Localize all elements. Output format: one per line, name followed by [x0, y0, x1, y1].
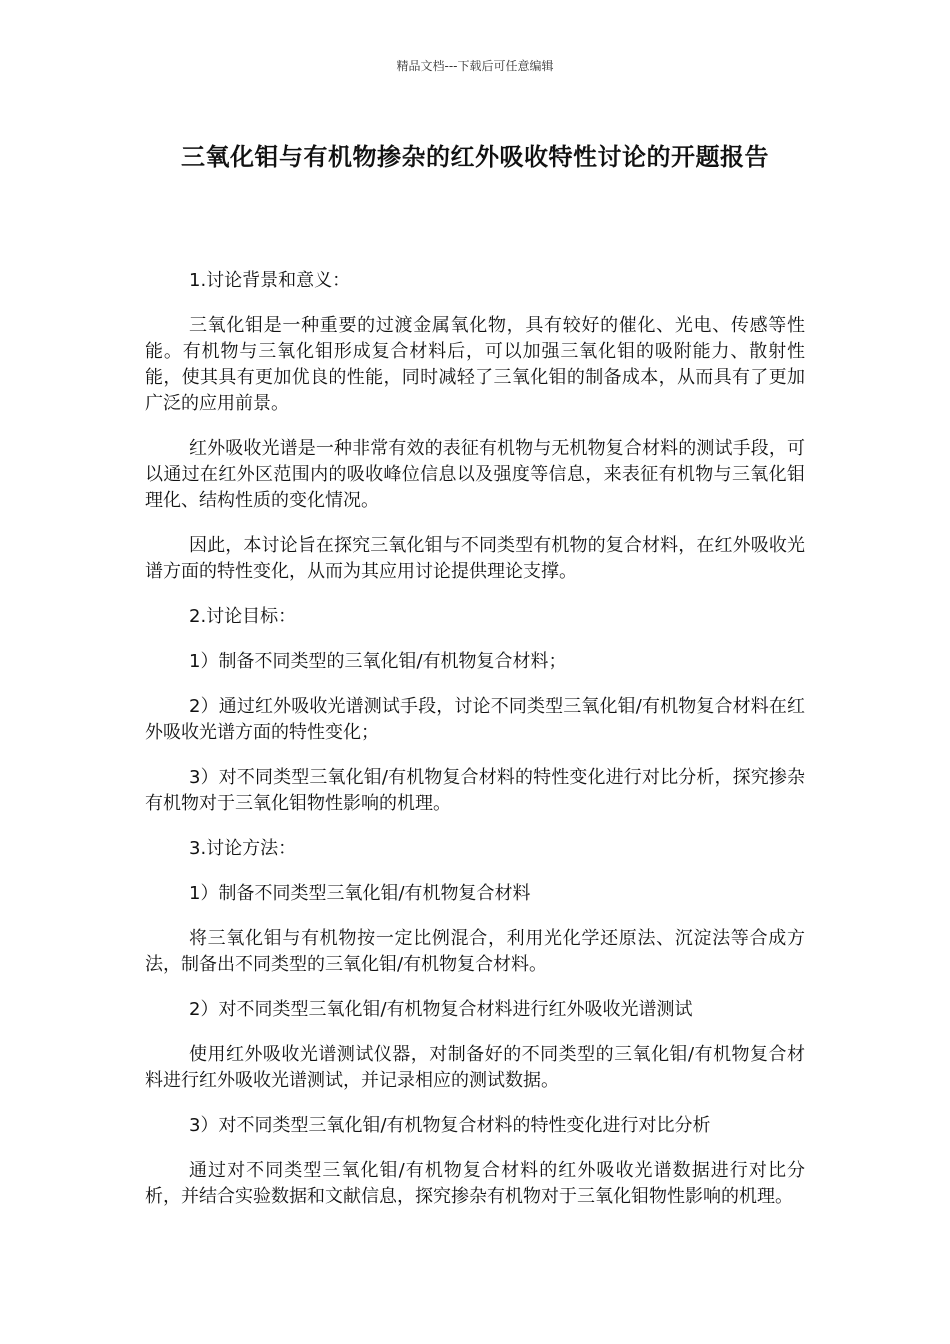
- section-heading-methods: 3.讨论方法：: [189, 838, 297, 859]
- paragraph: 使用红外吸收光谱测试仪器，对制备好的不同类型的三氧化钼/有机物复合材料进行红外吸收光谱测试，并记录相应的测试数据。: [145, 1044, 805, 1091]
- list-item: 1）制备不同类型三氧化钼/有机物复合材料: [189, 883, 531, 904]
- paragraph: 因此，本讨论旨在探究三氧化钼与不同类型有机物的复合材料，在红外吸收光谱方面的特性变化，从而为其应用讨论提供理论支撑。: [145, 535, 805, 582]
- paragraph: 红外吸收光谱是一种非常有效的表征有机物与无机物复合材料的测试手段，可以通过在红外区范围内的吸收峰位信息以及强度等信息，来表征有机物与三氧化钼理化、结构性质的变化情况。: [145, 438, 805, 511]
- document-body: [145, 268, 805, 1229]
- list-item: 3）对不同类型三氧化钼/有机物复合材料的特性变化进行对比分析，探究掺杂有机物对于三氧化钼物性影响的机理。: [145, 767, 805, 814]
- document-title: 三氧化钼与有机物掺杂的红外吸收特性讨论的开题报告: [181, 143, 769, 171]
- section-heading-background: 1.讨论背景和意义：: [189, 270, 351, 291]
- list-item: 1）制备不同类型的三氧化钼/有机物复合材料；: [189, 651, 567, 672]
- list-item: 3）对不同类型三氧化钼/有机物复合材料的特性变化进行对比分析: [189, 1115, 711, 1136]
- paragraph: 三氧化钼是一种重要的过渡金属氧化物，具有较好的催化、光电、传感等性能。有机物与三氧化钼形成复合材料后，可以加强三氧化钼的吸附能力、散射性能，使其具有更加优良的性能，同时减轻了三氧化钼的制备成本，从而具有了更加广泛的应用前景。: [145, 315, 805, 414]
- page-header: 精品文档---下载后可任意编辑: [396, 59, 554, 73]
- section-heading-objectives: 2.讨论目标：: [189, 606, 297, 627]
- list-item: 2）对不同类型三氧化钼/有机物复合材料进行红外吸收光谱测试: [189, 999, 693, 1020]
- paragraph: 通过对不同类型三氧化钼/有机物复合材料的红外吸收光谱数据进行对比分析，并结合实验数据和文献信息，探究掺杂有机物对于三氧化钼物性影响的机理。: [145, 1160, 805, 1207]
- list-item: 2）通过红外吸收光谱测试手段，讨论不同类型三氧化钼/有机物复合材料在红外吸收光谱方面的特性变化；: [145, 696, 805, 743]
- paragraph: 将三氧化钼与有机物按一定比例混合，利用光化学还原法、沉淀法等合成方法，制备出不同类型的三氧化钼/有机物复合材料。: [145, 928, 805, 975]
